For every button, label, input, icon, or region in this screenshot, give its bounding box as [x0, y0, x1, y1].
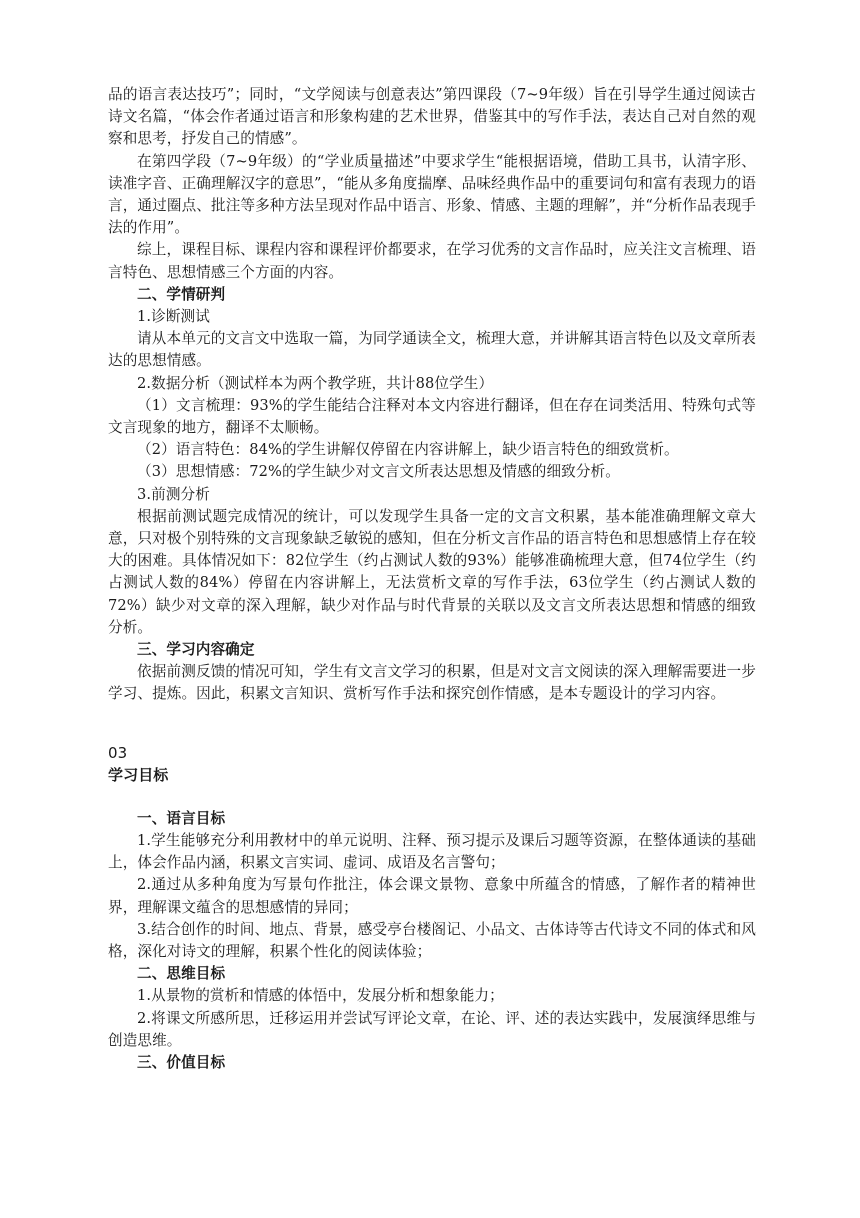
paragraph-pretest-analysis: 根据前测试题完成情况的统计，可以发现学生具备一定的文言文积累，基本能准确理解文章大意，只对极个别特殊的文言现象缺乏敏锐的感知，但在分析文言作品的语言特色和思想感情上存在较大的困难。具体情况如下：82位学生（约占测试人数的93%）能够准确梳理大意，但74位学生（约占测试人数的84%）停留在内容讲解上，无法赏析文章的写作手法，63位学生（约占测试人数的72%）缺少对文章的深入理解，缺少对作品与时代背景的关联以及文言文所表达思想和情感的细致分析。 — [108, 507, 756, 636]
heading-thinking-goals: 二、思维目标 — [137, 965, 226, 983]
paragraph-summary: 综上，课程目标、课程内容和课程评价都要求，在学习优秀的文言作品时，应关注文言梳理、语言特色、思想情感三个方面的内容。 — [108, 241, 756, 281]
heading-data-analysis: 2.数据分析（测试样本为两个教学班，共计88位学生） — [137, 374, 494, 392]
section-title: 学习目标 — [108, 765, 169, 784]
paragraph-curriculum-content: 品的语言表达技巧”；同时，“文学阅读与创意表达”第四课段（7~9年级）旨在引导学生通过阅读古诗文名篇，“体会作者通过语言和形象构建的艺术世界，借鉴其中的写作手法，表达自己对自然的观察和思考，抒发自己的情感”。 — [108, 86, 756, 148]
heading-diagnostic-test: 1.诊断测试 — [137, 308, 210, 326]
paragraph-content-determination: 依据前测反馈的情况可知，学生有文言文学习的积累，但是对文言文阅读的深入理解需要进一步学习、提炼。因此，积累文言知识、赏析写作手法和探究创作情感，是本专题设计的学习内容。 — [108, 663, 756, 703]
paragraph-data-classical-sorting: （1）文言梳理：93%的学生能结合注释对本文内容进行翻译，但在存在词类活用、特殊句式等文言现象的地方，翻译不太顺畅。 — [108, 396, 756, 437]
paragraph-thinking-goal-2: 2.将课文所感所思，迁移运用并尝试写评论文章，在论、评、述的表达实践中，发展演绎思维与创造思维。 — [108, 1009, 756, 1049]
section-number: 03 — [108, 743, 128, 762]
paragraph-quality-description: 在第四学段（7~9年级）的“学业质量描述”中要求学生“能根据语境，借助工具书，认清字形、读准字音、正确理解汉字的意思”，“能从多角度揣摩、品味经典作品中的重要词句和富有表现力的语言，通过圈点、批注等多种方法呈现对作品中语言、形象、情感、主题的理解”，并“分析作品表现手法的作用”。 — [108, 152, 756, 237]
section-spacer — [108, 786, 756, 808]
document-page — [108, 84, 756, 1074]
paragraph-data-thoughts-emotions: （3）思想情感：72%的学生缺少对文言文所表达思想及情感的细致分析。 — [137, 463, 620, 481]
heading-value-goals: 三、价值目标 — [137, 1053, 226, 1071]
section-spacer — [108, 706, 756, 742]
paragraph-data-language-features: （2）语言特色：84%的学生讲解仅停留在内容讲解上，缺少语言特色的细致赏析。 — [137, 441, 679, 459]
paragraph-language-goal-2: 2.通过从多种角度为写景句作批注，体会课文景物、意象中所蕴含的情感，了解作者的精神世界，理解课文蕴含的思想感情的异同； — [108, 876, 756, 916]
paragraph-language-goal-3: 3.结合创作的时间、地点、背景，感受亭台楼阁记、小品文、古体诗等古代诗文不同的体式和风格，深化对诗文的理解，积累个性化的阅读体验； — [108, 920, 756, 960]
paragraph-thinking-goal-1: 1.从景物的赏析和情感的体悟中，发展分析和想象能力； — [137, 987, 504, 1005]
heading-language-goals: 一、语言目标 — [137, 809, 226, 827]
heading-pretest-analysis: 3.前测分析 — [137, 485, 210, 503]
paragraph-language-goal-1: 1.学生能够充分利用教材中的单元说明、注释、预习提示及课后习题等资源，在整体通读的基础上，体会作品内涵，积累文言实词、虚词、成语及名言警句； — [108, 831, 756, 872]
heading-content-determination: 三、学习内容确定 — [137, 641, 255, 659]
paragraph-diagnostic-test: 请从本单元的文言文中选取一篇，为同学通读全文，梳理大意，并讲解其语言特色以及文章所表达的思想情感。 — [108, 330, 756, 370]
heading-learning-analysis: 二、学情研判 — [137, 285, 226, 303]
